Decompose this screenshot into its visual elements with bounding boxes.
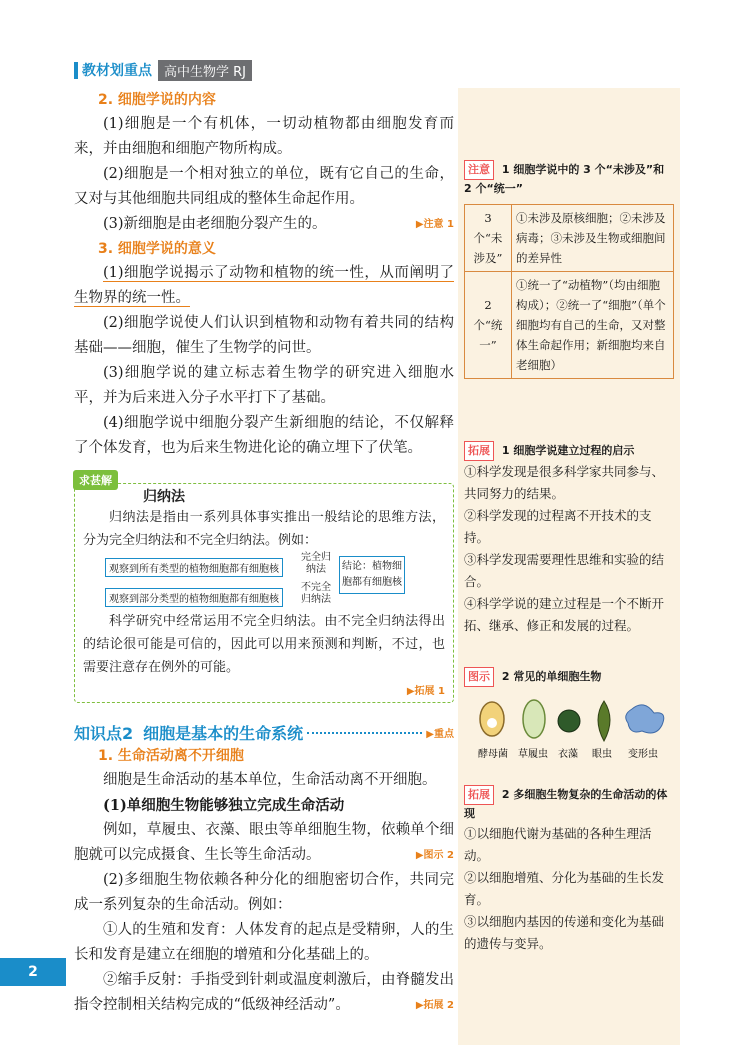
ext2-title: 2 多细胞生物复杂的生命活动的体现 bbox=[464, 788, 668, 820]
note1-table bbox=[464, 204, 674, 379]
diagram-arrow-label: 完全归纳法 bbox=[301, 552, 331, 575]
ext1 bbox=[464, 441, 674, 637]
method-title: 归纳法 bbox=[143, 489, 185, 505]
section3-item: (2)细胞学说使人们认识到植物和动物有着共同的结构基础——细胞，催生了生物学的问世。 bbox=[74, 315, 454, 356]
note1-title: 1 细胞学说中的 3 个“未涉及”和 2 个“统一” bbox=[464, 163, 665, 195]
ext2-item: ②以细胞增殖、分化为基础的生长发育。 bbox=[464, 870, 665, 907]
kp-paragraph: ①人的生殖和发育：人体发育的起点是受精卵，人的生长和发育是建立在细胞的增殖和分化基础上的。 bbox=[74, 922, 454, 963]
ext1-item: ③科学发现需要理性思维和实验的结合。 bbox=[464, 552, 665, 589]
sidebar bbox=[458, 88, 680, 1045]
table-cell-right: ①未涉及原核细胞；②未涉及病毒；③未涉及生物或细胞间的差异性 bbox=[512, 205, 674, 272]
ext2-badge: 拓展 bbox=[464, 785, 494, 805]
diagram-conclusion: 结论：植物细胞都有细胞核 bbox=[339, 556, 405, 594]
ext1-item: ④科学学说的建立过程是一个不断开拓、继承、修正和发展的过程。 bbox=[464, 596, 665, 633]
table-cell-left: 3 个“未涉及” bbox=[465, 205, 512, 272]
organism-label: 草履虫 bbox=[518, 749, 548, 760]
organism-label: 眼虫 bbox=[592, 749, 612, 760]
section2-item: (1)细胞是一个有机体，一切动植物都由细胞发育而来，并由细胞和细胞产物所构成。 bbox=[74, 116, 454, 157]
kp-paragraph: 例如，草履虫、衣藻、眼虫等单细胞生物，依赖单个细胞就可以完成摄食、生长等生命活动。 bbox=[74, 822, 454, 863]
page-number: 2 bbox=[0, 958, 66, 986]
table-cell-left: 2 个“统一” bbox=[465, 272, 512, 379]
table-row bbox=[465, 272, 674, 379]
note1 bbox=[464, 160, 674, 379]
table-cell-right: ①统一了“动植物”（均由细胞构成）；②统一了“细胞”（单个细胞均有自己的生命，又对整体生命起作用；新细胞均来自老细胞） bbox=[512, 272, 674, 379]
organism-label: 衣藻 bbox=[558, 749, 578, 760]
section3-item: (3)细胞学说的建立标志着生物学的研究进入细胞水平，并为后来进入分子水平打下了基础。 bbox=[74, 365, 454, 406]
header-brand: 教材划重点 bbox=[82, 63, 152, 79]
ext-ref[interactable]: ▶拓展 1 bbox=[406, 686, 445, 697]
section2-item: (3)新细胞是由老细胞分裂产生的。 bbox=[103, 216, 327, 232]
ext1-item: ②科学发现的过程离不开技术的支持。 bbox=[464, 508, 652, 545]
fig2 bbox=[464, 667, 674, 765]
kp-paragraph: (2)多细胞生物依赖各种分化的细胞密切合作，共同完成一系列复杂的生命活动。例如： bbox=[74, 872, 454, 913]
diagram-box: 观察到部分类型的植物细胞都有细胞核 bbox=[105, 588, 283, 607]
section3-item: (4)细胞学说中细胞分裂产生新细胞的结论，不仅解释了个体发育，也为后来生物进化论的确立埋下了伏笔。 bbox=[74, 415, 454, 456]
table-row bbox=[465, 205, 674, 272]
induction-box bbox=[74, 474, 454, 703]
organism-label: 酵母菌 bbox=[478, 749, 508, 760]
ext2-item: ③以细胞内基因的传递和变化为基础的遗传与变异。 bbox=[464, 914, 665, 951]
ext1-badge: 拓展 bbox=[464, 441, 494, 461]
deep-intro: 归纳法是指由一系列具体事实推出一般结论的思维方法，分为完全归纳法和不完全归纳法。例如： bbox=[83, 510, 445, 548]
fig2-title: 2 常见的单细胞生物 bbox=[501, 670, 602, 683]
kp-sub-title: 1. 生命活动离不开细胞 bbox=[98, 748, 244, 764]
organism-label: 变形虫 bbox=[628, 749, 658, 760]
section3-item-underlined: (1)细胞学说揭示了动物和植物的统一性，从而阐明了生物界的统一性。 bbox=[74, 265, 454, 306]
note1-badge: 注意 bbox=[464, 160, 494, 180]
kp-label: 知识点2 bbox=[74, 724, 134, 743]
ext2-item: ①以细胞代谢为基础的各种生理活动。 bbox=[464, 826, 652, 863]
kp-paragraph: ②缩手反射：手指受到针刺或温度刺激后，由脊髓发出指令控制相关结构完成的“低级神经活动”。 bbox=[74, 972, 454, 1013]
note-ref[interactable]: ▶注意 1 bbox=[415, 219, 454, 230]
page-header bbox=[0, 0, 750, 80]
ext1-title: 1 细胞学说建立过程的启示 bbox=[501, 444, 635, 457]
ext1-item: ①科学发现是很多科学家共同参与、共同努力的结果。 bbox=[464, 464, 665, 501]
diagram-box: 观察到所有类型的植物细胞都有细胞核 bbox=[105, 558, 283, 577]
fig2-badge: 图示 bbox=[464, 667, 494, 687]
header-title: 高中生物学 RJ bbox=[158, 60, 252, 81]
kp-paragraph: (1)单细胞生物能够独立完成生命活动 bbox=[103, 797, 345, 814]
main-content bbox=[74, 88, 454, 1018]
section2-item: (2)细胞是一个相对独立的单位，既有它自己的生命，又对与其他细胞共同组成的整体生命起作用。 bbox=[74, 166, 454, 207]
header-mark bbox=[74, 62, 78, 79]
ext2 bbox=[464, 785, 674, 955]
knowledge-point-header bbox=[74, 721, 454, 744]
section2-title: 2. 细胞学说的内容 bbox=[98, 92, 216, 108]
fig-ref[interactable]: ▶图示 2 bbox=[415, 850, 454, 861]
header-bar bbox=[74, 60, 264, 80]
organisms-figure bbox=[464, 691, 674, 761]
kp-paragraph: 细胞是生命活动的基本单位，生命活动离不开细胞。 bbox=[103, 772, 437, 788]
kp-ref[interactable]: ▶重点 bbox=[426, 729, 454, 740]
deep-outro: 科学研究中经常运用不完全归纳法。由不完全归纳法得出的结论很可能是可信的，因此可以用来预测和判断，不过，也需要注意存在例外的可能。 bbox=[83, 614, 445, 675]
kp-title: 细胞是基本的生命系统 bbox=[143, 724, 304, 743]
deep-tag: 求甚解 bbox=[73, 470, 118, 490]
diagram-arrow-label: 不完全归纳法 bbox=[301, 582, 331, 605]
ext2-ref[interactable]: ▶拓展 2 bbox=[415, 1000, 454, 1011]
section3-title: 3. 细胞学说的意义 bbox=[98, 241, 216, 257]
induction-diagram bbox=[83, 552, 445, 610]
